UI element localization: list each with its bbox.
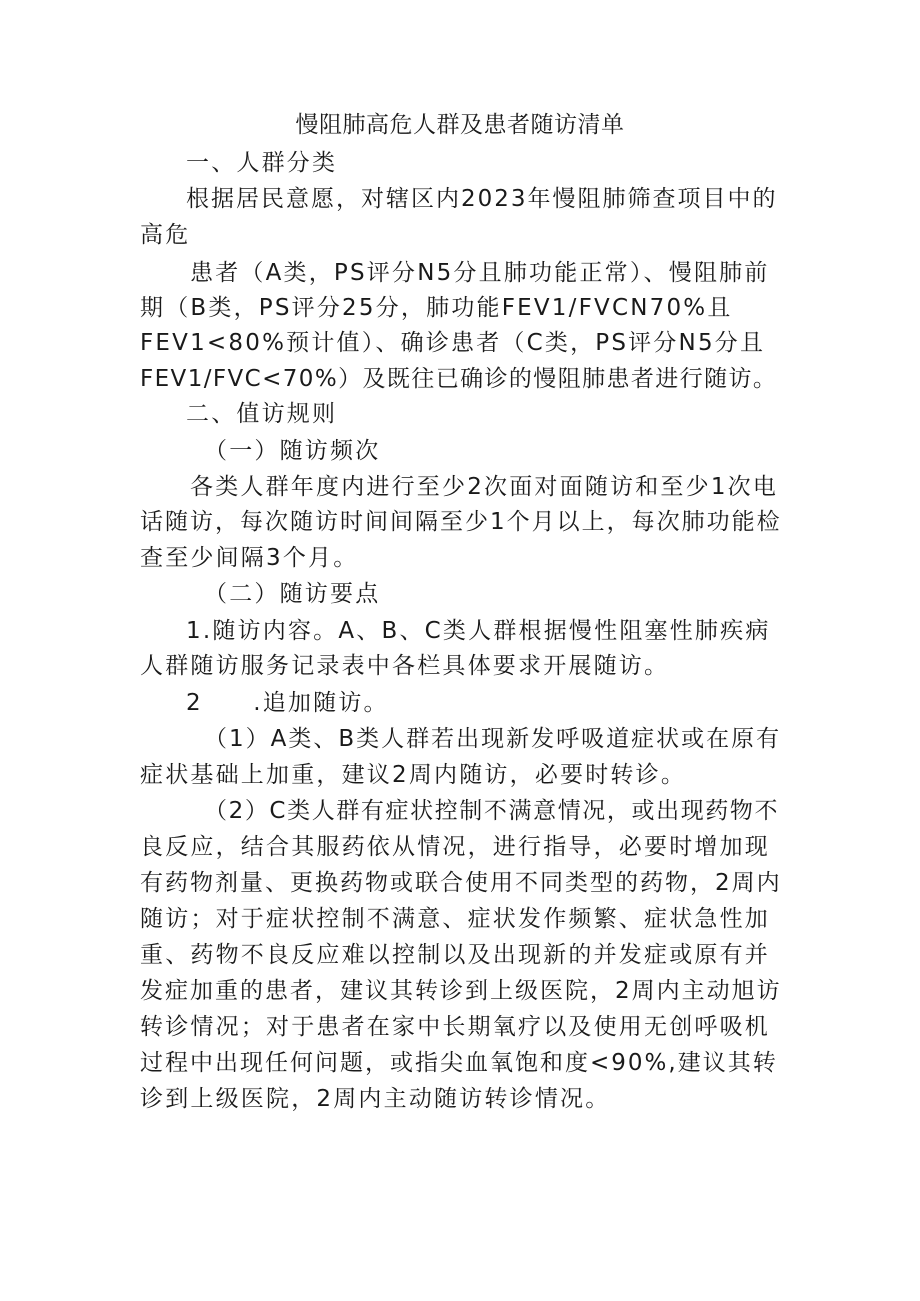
paragraph-line: 话随访，每次随访时间间隔至少1个月以上，每次肺功能检 xyxy=(140,509,782,535)
paragraph-line: 发症加重的患者，建议其转诊到上级医院，2周内主动旭访 xyxy=(140,978,782,1004)
paragraph-line: 查至少间隔3个月。 xyxy=(140,545,359,571)
paragraph-line: 期（B类，PS评分25分，肺功能FEV1/FVCN70%且 xyxy=(140,295,733,321)
subsection-heading-1: （一）随访频次 xyxy=(204,438,381,464)
paragraph-line: （2）C类人群有症状控制不满意情况，或出现药物不 xyxy=(204,798,780,824)
paragraph-line: 良反应，结合其服药依从情况，进行指导，必要时增加现 xyxy=(140,834,770,860)
paragraph-line: 各类人群年度内进行至少2次面对面随访和至少1次电 xyxy=(190,474,779,500)
paragraph-line: 转诊情况；对于患者在家中长期氧疗以及使用无创呼吸机 xyxy=(140,1014,770,1040)
paragraph-line: 根据居民意愿，对辖区内2023年慢阻肺筛查项目中的 xyxy=(186,186,778,212)
subsection-heading-2: （二）随访要点 xyxy=(204,581,381,607)
list-item-heading: 2 .追加随访。 xyxy=(186,690,389,716)
paragraph-line: FEV1<80%预计值）、确诊患者（C类，PS评分N5分且 xyxy=(140,330,766,356)
paragraph-line: 症状基础上加重，建议2周内随访，必要时转诊。 xyxy=(140,762,687,788)
document-title: 慢阻肺高危人群及患者随访清单 xyxy=(295,112,625,138)
paragraph-line: 过程中出现任何问题，或指尖血氧饱和度<90%,建议其转 xyxy=(140,1050,778,1076)
paragraph-line: 随访；对于症状控制不满意、症状发作频繁、症状急性加 xyxy=(140,906,770,932)
paragraph-line: 患者（A类，PS评分N5分且肺功能正常）、慢阻肺前 xyxy=(190,260,770,286)
paragraph-line: 1.随访内容。A、B、C类人群根据慢性阻塞性肺疾病 xyxy=(186,618,771,644)
paragraph-line: 有药物剂量、更换药物或联合使用不同类型的药物，2周内 xyxy=(140,870,782,896)
section-heading-1: 一、人群分类 xyxy=(186,150,338,176)
paragraph-line: 诊到上级医院，2周内主动随访转诊情况。 xyxy=(140,1086,611,1112)
paragraph-line: FEV1/FVC<70%）及既往已确诊的慢阻肺患者进行随访。 xyxy=(140,366,778,392)
paragraph-line: 重、药物不良反应难以控制以及出现新的并发症或原有并 xyxy=(140,942,770,968)
section-heading-2: 二、值访规则 xyxy=(186,401,338,427)
paragraph-line: 人群随访服务记录表中各栏具体要求开展随访。 xyxy=(140,653,670,679)
paragraph-line: （1）A类、B类人群若出现新发呼吸道症状或在原有 xyxy=(204,726,782,752)
paragraph-line: 高危 xyxy=(140,222,191,248)
